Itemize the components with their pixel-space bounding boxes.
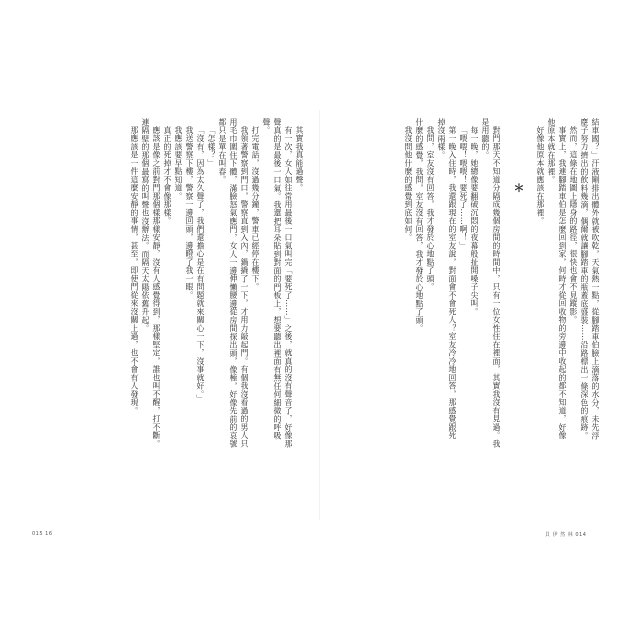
text-column: 是用聽的。: [481, 118, 490, 160]
text-column: 有一次，女人如往常用最後一口氣叫完「要死了……」之後，就真的沒有聲音了，好像那: [284, 126, 293, 448]
text-column: 每一晚，她總像要翻破沉悶的夜幕般扯開嗓子尖叫。: [470, 126, 479, 316]
text-column: 「喂喂！喂喂！要死了……啊！」: [459, 126, 468, 250]
text-column: 掉沒兩樣。: [437, 118, 446, 160]
text-column: 聲真的是最後一口氣。我還把耳朵貼到對面的門板上，想要聽出裡面有無任何細微的呼吸: [273, 118, 282, 440]
text-column: 我領著警察到門口，警察直到入內，鍋撬了一下，才用力敲起門。有個我沒看過的男人只: [240, 126, 249, 448]
text-column: 那應該是一件這麼安靜的事情，甚至，即使門從來沒關上過，也不會有人發現。: [130, 126, 139, 415]
text-column: 打完電話，沒過幾分鐘，警車已經停在樓下。: [251, 126, 260, 291]
text-column: 第一晚入住時，我還跟現在的室友說，對面會不會死人？室友冷冷地回答，那感覺跟死: [448, 126, 457, 440]
text-column: [502, 118, 513, 508]
left-page-text: [129, 118, 305, 508]
text-column: 應該是像之前對門那個樣那樣安靜，沒有人感覺得到，那樣堅定，誰也叫不醒，打不斷。: [152, 126, 161, 448]
page-number-left: 015 16: [32, 531, 53, 537]
text-column: 好像他原本就應該在那裡。: [536, 126, 545, 225]
left-page: [40, 118, 305, 508]
text-column: [524, 118, 535, 508]
right-page-text: [403, 118, 601, 508]
section-break-mark: ＊: [512, 182, 525, 194]
text-column: 我沒問他什麼的感覺到底如何。: [404, 126, 413, 242]
text-column: 事實上，我連腳踏車伯是怎麼回到家，何時才從回收物的旁邊中收起的都不知道，好像: [558, 126, 567, 440]
text-column: 塵子努力擠出的飲料幾滴，偶爾就讓腳踏車的瓶蓋底盛裝……沿路標出一條深色的痕跡。: [580, 118, 589, 440]
text-column: 真正的死掉才不會像那樣。: [163, 126, 172, 225]
text-column: 結車國？」汗液剛排出體外就被吹乾，天氣熱一點，從腳踏車伯臉上滴落的水分，未先浮: [591, 118, 600, 440]
text-column: 我送警察下樓，警察一邊回頭，邊瞪了我一眼。: [185, 126, 194, 300]
text-column: 「怎樣？」: [207, 126, 216, 168]
text-column: 然而，這條在地圖上隱身的路徑，很快也會不見蹤影。: [569, 126, 578, 324]
text-column: 「沒有，因為太久聲了，我們還擔心是在有問題就來關心一下，沒事就好。」: [196, 126, 205, 403]
text-column: 都只是單在叫春。: [218, 118, 227, 184]
text-column: 我應該要早點知道。: [174, 126, 183, 201]
text-column: 我問，室友沒有回答，我才發於心地點了頭。: [426, 126, 435, 291]
text-column: 連隔壁的那個最寫的叫聲也沒辦法。而隔天太陽依舊升起。: [141, 118, 150, 333]
right-page: [336, 118, 601, 508]
text-column: 他原本就在那裡。: [547, 118, 556, 184]
text-column: 什麼的感覺，我問，室友沒有回答，我才發於心地點了頭。: [415, 118, 424, 333]
page-number-right: 貝 伊 然 林 014: [545, 532, 587, 538]
text-column: 其實我真能過聲。: [295, 126, 304, 192]
page-gutter: [319, 110, 320, 520]
text-column: 聲。: [262, 118, 271, 135]
text-column: 用毛巾圍住下體，滿臉怒氣應門，女人一邊伸懶腰邊從房間探出頭，像極，好像先前的哀號: [229, 118, 238, 448]
text-column: 對門那天不知道分隔成幾個房間的時間中，只有一位女性住在裡面，其實我沒有見過。我: [492, 126, 501, 448]
